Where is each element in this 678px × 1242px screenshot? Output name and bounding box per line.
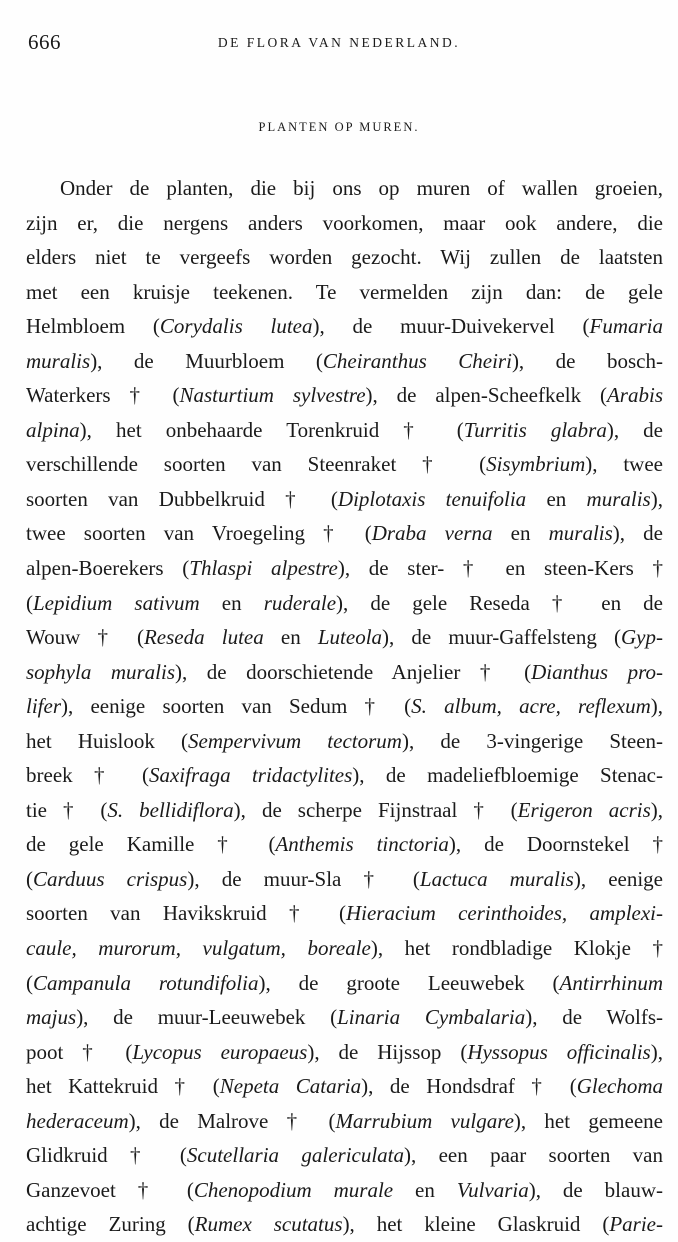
text-segment: (: [26, 590, 33, 615]
page-number: 666: [28, 30, 61, 54]
latin-name: Hieracium cerinthoides, amplexi-: [345, 901, 663, 926]
latin-name: Antirrhinum: [559, 970, 663, 995]
latin-name: Draba verna: [371, 521, 493, 546]
latin-name: Saxifraga tridactylites: [148, 763, 353, 788]
section-title: PLANTEN OP MUREN.: [258, 120, 420, 134]
text-segment: ), de Doornstekel †: [448, 832, 663, 857]
latin-name: majus: [26, 1005, 77, 1030]
latin-name: Glechoma: [576, 1074, 663, 1099]
text-segment: ), de Hondsdraf † (: [361, 1074, 577, 1099]
latin-name: lifer: [26, 694, 61, 719]
latin-name: Fumaria: [589, 314, 664, 339]
text-segment: Glidkruid † (: [26, 1143, 187, 1168]
text-line: [26, 413, 663, 448]
latin-name: S. album, acre, reflexum: [411, 694, 651, 719]
text-segment: ), de bosch-: [511, 348, 663, 373]
page-header: [0, 30, 678, 60]
latin-name: Erigeron acris: [517, 797, 651, 822]
text-line: [26, 827, 663, 862]
text-line: [26, 1069, 663, 1104]
latin-name: sophyla muralis: [26, 659, 176, 684]
text-segment: ), de Muurbloem (: [90, 348, 323, 373]
text-line: [26, 344, 663, 379]
text-segment: Onder de planten, die bij ons op muren of wallen groeien,: [60, 176, 663, 200]
text-segment: ), het rondbladige Klokje †: [370, 936, 663, 961]
text-segment: ),: [650, 486, 663, 511]
text-segment: ), de Malrove † (: [128, 1108, 336, 1133]
latin-name: Lycopus europaeus: [132, 1039, 308, 1064]
text-segment: soorten van Dubbelkruid † (: [26, 486, 338, 511]
text-segment: ), de Wolfs-: [525, 1005, 663, 1030]
text-segment: ), twee: [585, 452, 663, 477]
text-line: [26, 724, 663, 759]
text-line: [26, 516, 663, 551]
text-line: [26, 447, 663, 482]
text-segment: poot † (: [26, 1039, 133, 1064]
text-line: [26, 896, 663, 931]
text-segment: ), de: [606, 417, 663, 442]
text-segment: ), de ster- † en steen-Kers †: [337, 556, 663, 581]
text-segment: ), het onbehaarde Torenkruid † (: [79, 417, 464, 442]
text-segment: ), een paar soorten van: [404, 1143, 663, 1168]
text-line: [26, 758, 663, 793]
latin-name: Scutellaria galericulata: [186, 1143, 405, 1168]
latin-name: Cheiranthus Cheiri: [322, 348, 512, 373]
latin-name: Vulvaria: [456, 1177, 529, 1202]
text-line: [26, 1104, 663, 1139]
text-segment: ), de Hijssop (: [307, 1039, 468, 1064]
text-segment: ), de groote Leeuwebek (: [258, 970, 560, 995]
text-segment: ), de blauw-: [528, 1177, 663, 1202]
text-segment: ),: [650, 694, 663, 719]
text-segment: ),: [650, 1039, 663, 1064]
text-segment: het Kattekruid † (: [26, 1074, 220, 1099]
text-segment: verschillende soorten van Steenraket † (: [26, 452, 487, 477]
latin-name: Marrubium vulgare: [335, 1108, 514, 1133]
latin-name: caule, murorum, vulgatum, boreale: [26, 936, 371, 961]
text-line: [26, 1035, 663, 1070]
latin-name: muralis: [586, 486, 651, 511]
latin-name: Nepeta Cataria: [219, 1074, 362, 1099]
text-segment: en: [263, 625, 318, 650]
text-segment: en: [492, 521, 549, 546]
text-segment: ), de scherpe Fijnstraal † (: [233, 797, 518, 822]
latin-name: Gyp-: [621, 625, 663, 650]
text-segment: breek † (: [26, 763, 149, 788]
text-line: [26, 931, 663, 966]
text-segment: ), de gele Reseda † en de: [336, 590, 664, 615]
text-segment: Helmbloem (: [26, 314, 160, 339]
latin-name: Sisymbrium: [486, 452, 586, 477]
latin-name: Corydalis lutea: [159, 314, 313, 339]
text-segment: (: [26, 970, 33, 995]
text-segment: ), het kleine Glaskruid (: [342, 1212, 610, 1237]
text-segment: ), de muur-Leeuwebek (: [76, 1005, 338, 1030]
text-line: [26, 966, 663, 1001]
text-line: [26, 655, 663, 690]
latin-name: ruderale: [263, 590, 337, 615]
text-segment: ), de: [612, 521, 663, 546]
text-segment: Wouw † (: [26, 625, 144, 650]
text-line: [26, 1173, 663, 1208]
latin-name: Arabis: [606, 383, 663, 408]
text-segment: en: [393, 1177, 457, 1202]
latin-name: Luteola: [317, 625, 383, 650]
text-line: [26, 1207, 663, 1242]
text-segment: het Huislook (: [26, 728, 189, 753]
text-segment: ), de muur-Duivekervel (: [312, 314, 590, 339]
text-segment: (: [26, 866, 33, 891]
latin-name: Sempervivum tectorum: [188, 728, 402, 753]
text-segment: met een kruisje teekenen. Te vermelden zijn dan: de gele: [26, 279, 663, 304]
text-segment: ), eenige soorten van Sedum † (: [61, 694, 412, 719]
latin-name: Lepidium sativum: [33, 590, 200, 615]
text-segment: ), de 3-vingerige Steen-: [401, 728, 664, 753]
latin-name: Chenopodium murale: [193, 1177, 394, 1202]
latin-name: muralis: [26, 348, 91, 373]
latin-name: Rumex scutatus: [194, 1212, 343, 1237]
latin-name: muralis: [548, 521, 613, 546]
text-segment: en: [199, 590, 264, 615]
text-line: [26, 793, 663, 828]
latin-name: Hyssopus officinalis: [467, 1039, 651, 1064]
body-text: [26, 171, 663, 1242]
latin-name: alpina: [26, 417, 80, 442]
running-title: DE FLORA VAN NEDERLAND.: [217, 35, 461, 50]
latin-name: Nasturtium sylvestre: [179, 383, 366, 408]
text-line: [26, 551, 663, 586]
text-segment: elders niet te vergeefs worden gezocht. Wij zullen de laatsten: [26, 245, 663, 270]
text-segment: de gele Kamille † (: [26, 832, 276, 857]
latin-name: Anthemis tinctoria: [275, 832, 449, 857]
latin-name: Diplotaxis tenuifolia: [337, 486, 527, 511]
text-line: [26, 240, 663, 275]
text-segment: ),: [650, 797, 663, 822]
text-line: [26, 1000, 663, 1035]
text-line: [26, 482, 663, 517]
text-segment: en: [526, 486, 587, 511]
latin-name: Carduus crispus: [33, 866, 188, 891]
latin-name: Campanula rotundifolia: [33, 970, 259, 995]
text-segment: Ganzevoet † (: [26, 1177, 194, 1202]
text-line: [26, 309, 663, 344]
text-line: [26, 862, 663, 897]
text-line: [26, 378, 663, 413]
latin-name: hederaceum: [26, 1108, 129, 1133]
text-segment: tie † (: [26, 797, 108, 822]
latin-name: Reseda lutea: [143, 625, 264, 650]
text-line: [26, 206, 663, 241]
latin-name: S. bellidiflora: [107, 797, 234, 822]
text-line: [26, 620, 663, 655]
text-segment: ), de alpen-Scheefkelk (: [365, 383, 607, 408]
text-line: [26, 586, 663, 621]
latin-name: Parie-: [609, 1212, 663, 1237]
latin-name: Linaria Cymbalaria: [337, 1005, 526, 1030]
text-line: [26, 1138, 663, 1173]
text-segment: twee soorten van Vroegeling † (: [26, 521, 372, 546]
text-segment: ), de doorschietende Anjelier † (: [175, 659, 532, 684]
text-segment: ), de muur-Sla † (: [187, 866, 420, 891]
text-segment: Waterkers † (: [26, 383, 180, 408]
latin-name: Thlaspi alpestre: [189, 556, 338, 581]
text-segment: ), de madeliefbloemige Stenac-: [352, 763, 663, 788]
text-segment: zijn er, die nergens anders voorkomen, maar ook andere, die: [26, 210, 663, 235]
latin-name: Dianthus pro-: [531, 659, 663, 684]
text-segment: soorten van Havikskruid † (: [26, 901, 346, 926]
text-line: [26, 171, 663, 206]
text-line: [26, 689, 663, 724]
text-segment: ), eenige: [573, 866, 664, 891]
text-segment: ), de muur-Gaffelsteng (: [382, 625, 622, 650]
text-line: [26, 275, 663, 310]
latin-name: Turritis glabra: [463, 417, 607, 442]
text-segment: ), het gemeene: [513, 1108, 663, 1133]
latin-name: Lactuca muralis: [419, 866, 574, 891]
text-segment: alpen-Boerekers (: [26, 556, 190, 581]
text-segment: achtige Zuring (: [26, 1212, 195, 1237]
